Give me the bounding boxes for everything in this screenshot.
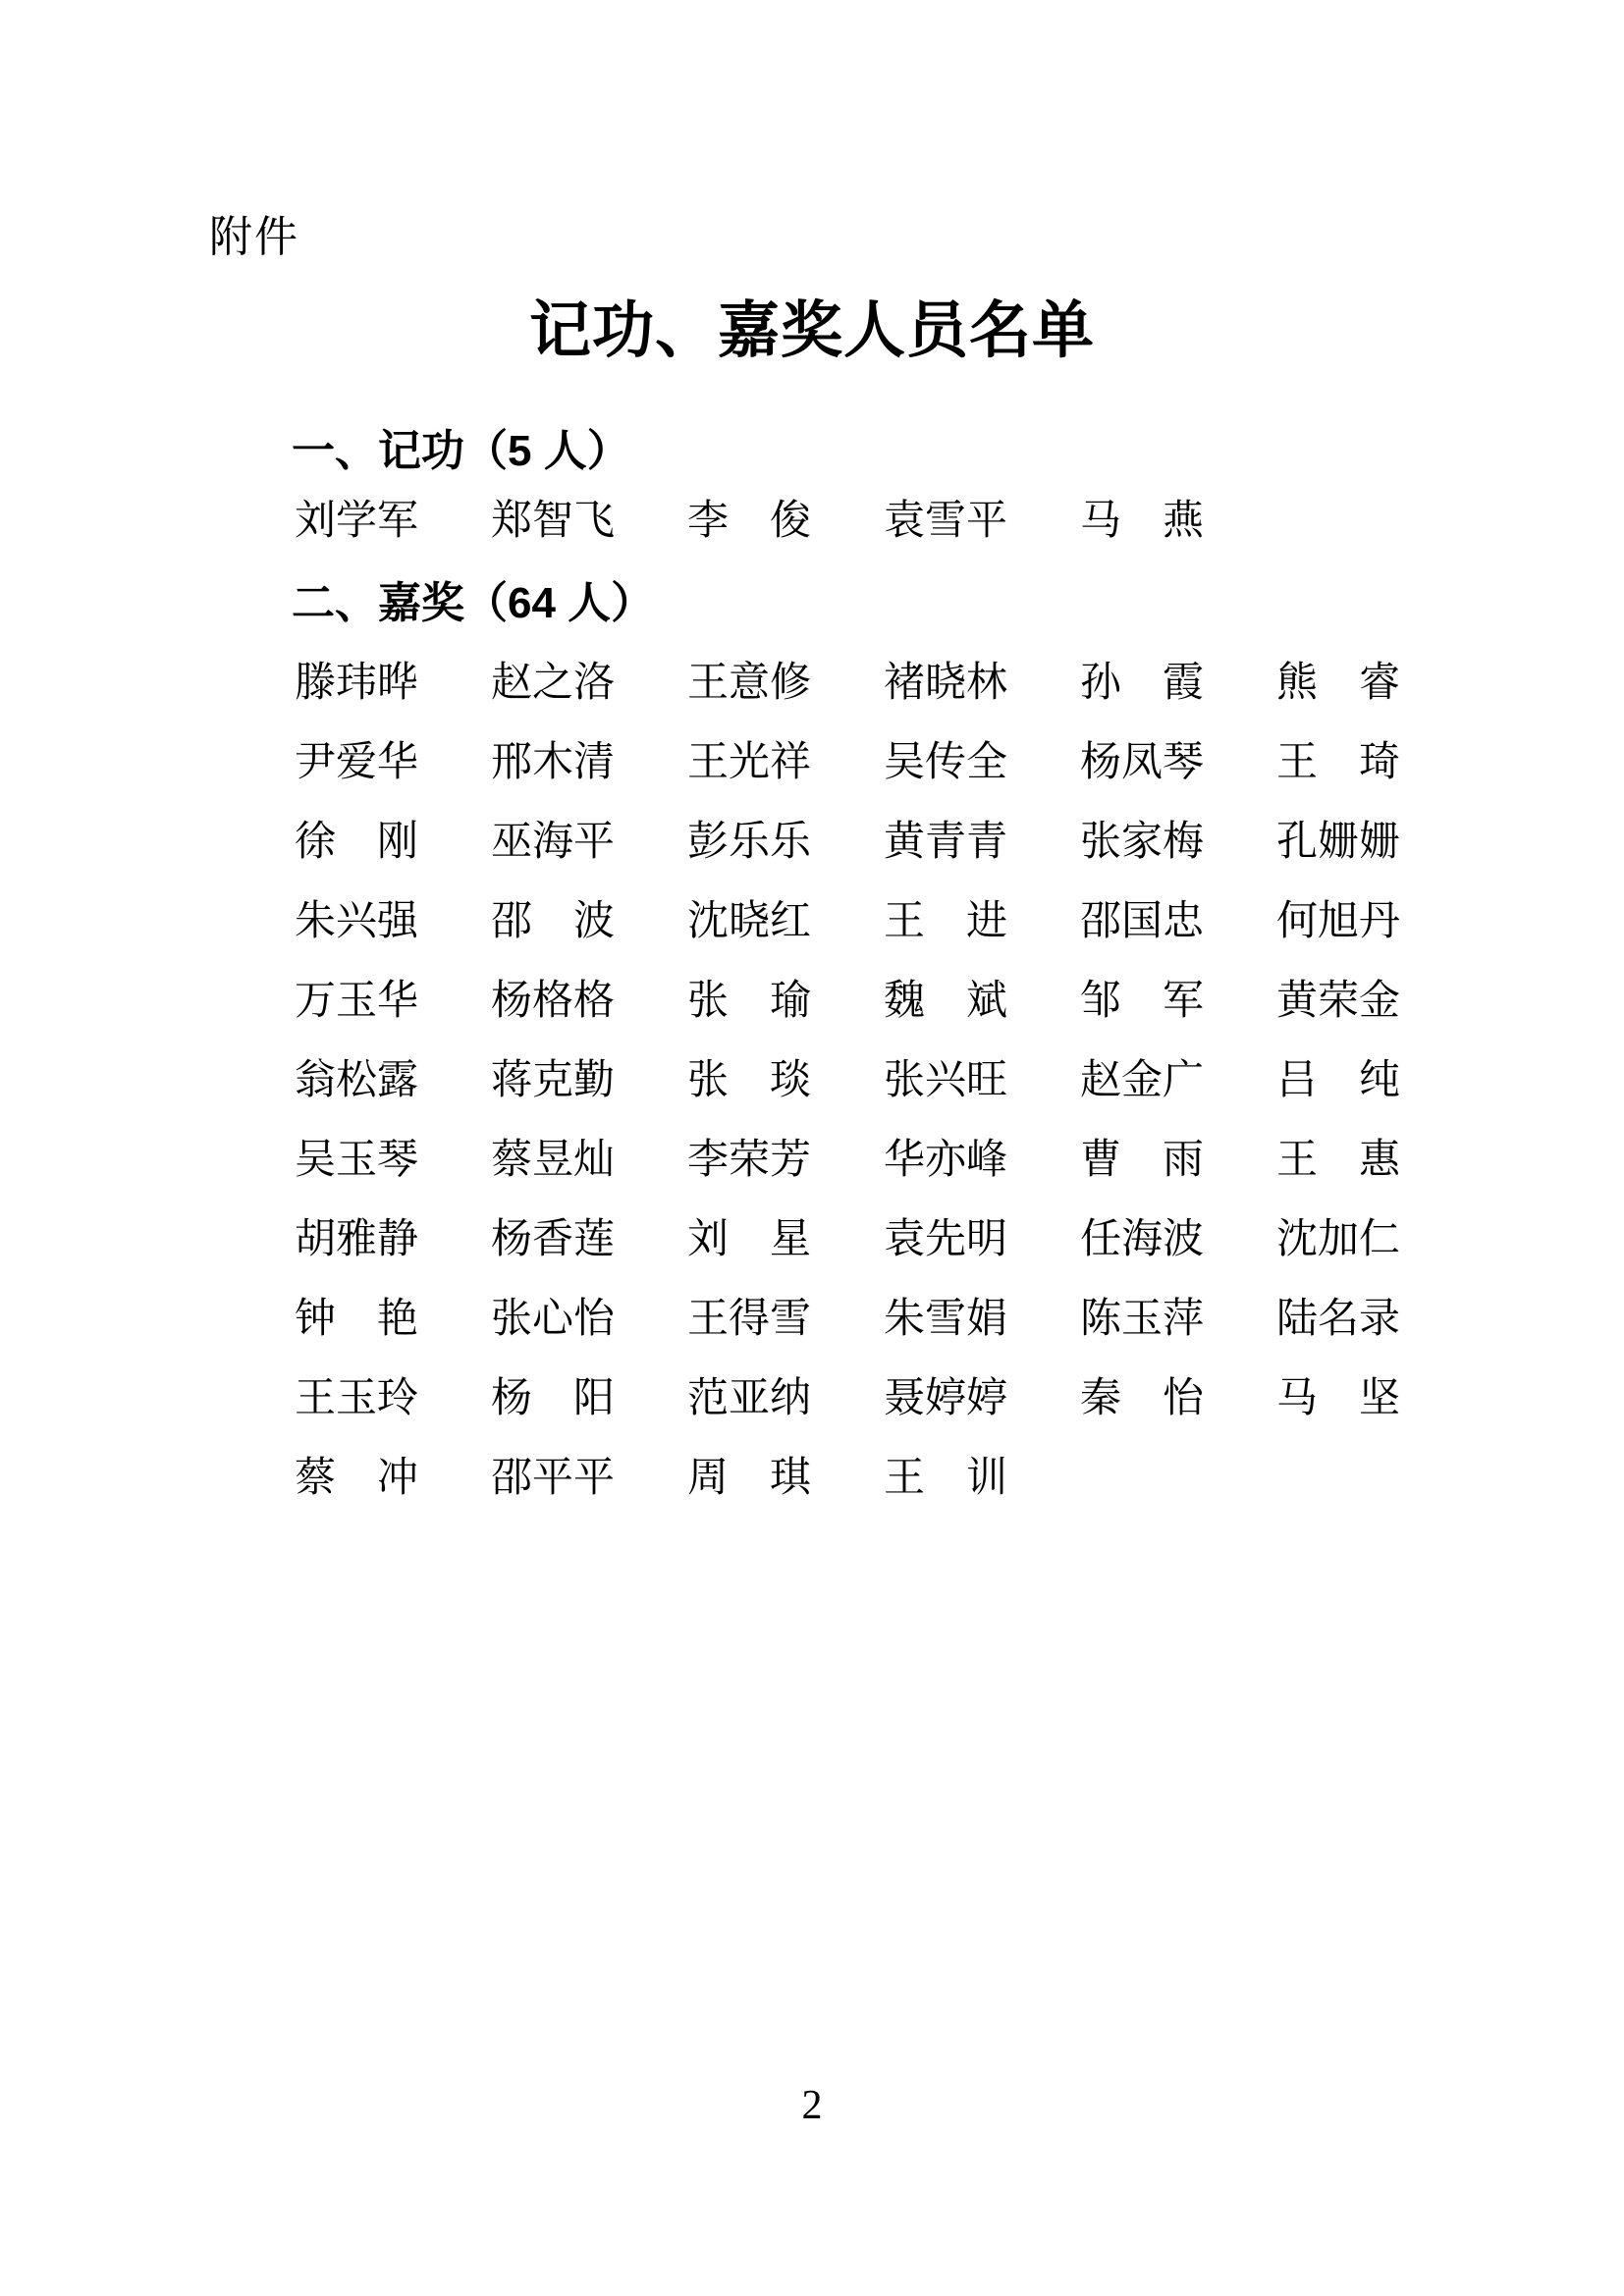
name-row <box>295 1060 1473 1101</box>
person-name: 刘学军 <box>295 499 419 544</box>
person-name: 王玉玲 <box>295 1376 419 1421</box>
person-name: 徐 刚 <box>295 820 419 865</box>
person-name: 钟 艳 <box>295 1297 419 1342</box>
person-name: 杨格格 <box>491 979 616 1024</box>
person-name: 翁松露 <box>295 1058 419 1103</box>
name-row <box>295 901 1473 942</box>
person-name: 李荣芳 <box>687 1138 812 1183</box>
person-name: 万玉华 <box>295 979 419 1024</box>
person-name: 陆名录 <box>1276 1297 1401 1342</box>
person-name: 华亦峰 <box>884 1138 1008 1183</box>
person-name: 张家梅 <box>1080 820 1205 865</box>
person-name: 秦 怡 <box>1080 1376 1205 1421</box>
person-name: 朱雪娟 <box>884 1297 1008 1342</box>
person-name: 巫海平 <box>491 820 616 865</box>
section-heading-jigong: 一、记功（5 人） <box>292 427 630 475</box>
person-name: 朱兴强 <box>295 899 419 944</box>
person-name: 蒋克勤 <box>491 1058 616 1103</box>
name-row <box>295 742 1473 783</box>
person-name: 孙 霞 <box>1080 661 1205 706</box>
person-name: 杨 阳 <box>491 1376 616 1421</box>
name-row <box>295 1299 1473 1340</box>
person-name: 邢木清 <box>491 740 616 785</box>
person-name: 杨香莲 <box>491 1217 616 1262</box>
name-row <box>295 501 1276 542</box>
person-name: 范亚纳 <box>687 1376 812 1421</box>
person-name: 马 燕 <box>1080 499 1205 544</box>
person-name: 王 进 <box>884 899 1008 944</box>
person-name: 陈玉萍 <box>1080 1297 1205 1342</box>
person-name: 黄荣金 <box>1276 979 1401 1024</box>
person-name: 胡雅静 <box>295 1217 419 1262</box>
person-name: 张兴旺 <box>884 1058 1008 1103</box>
person-name: 曹 雨 <box>1080 1138 1205 1183</box>
person-name: 熊 睿 <box>1276 661 1401 706</box>
person-name: 张心怡 <box>491 1297 616 1342</box>
person-name: 邵平平 <box>491 1456 616 1501</box>
name-row <box>295 981 1473 1022</box>
name-row <box>295 1140 1473 1181</box>
person-name: 蔡 冲 <box>295 1456 419 1501</box>
person-name: 任海波 <box>1080 1217 1205 1262</box>
person-name: 王 惠 <box>1276 1138 1401 1183</box>
name-row <box>295 1458 1080 1499</box>
person-name: 赵金广 <box>1080 1058 1205 1103</box>
page-number: 2 <box>801 2083 823 2128</box>
person-name: 刘 星 <box>687 1217 812 1262</box>
person-name: 吕 纯 <box>1276 1058 1401 1103</box>
name-row <box>295 822 1473 863</box>
person-name: 王 训 <box>884 1456 1008 1501</box>
person-name: 尹爱华 <box>295 740 419 785</box>
person-name: 袁雪平 <box>884 499 1008 544</box>
person-name: 郑智飞 <box>491 499 616 544</box>
person-name: 杨凤琴 <box>1080 740 1205 785</box>
person-name: 黄青青 <box>884 820 1008 865</box>
person-name: 彭乐乐 <box>687 820 812 865</box>
section-heading-jiajiang: 二、嘉奖（64 人） <box>292 579 655 627</box>
person-name: 周 琪 <box>687 1456 812 1501</box>
person-name: 孔姗姗 <box>1276 820 1401 865</box>
person-name: 邵 波 <box>491 899 616 944</box>
person-name: 吴传全 <box>884 740 1008 785</box>
person-name: 王 琦 <box>1276 740 1401 785</box>
person-name: 滕玮晔 <box>295 661 419 706</box>
person-name: 赵之洛 <box>491 661 616 706</box>
person-name: 张 瑜 <box>687 979 812 1024</box>
person-name: 魏 斌 <box>884 979 1008 1024</box>
person-name: 聂婷婷 <box>884 1376 1008 1421</box>
person-name: 王得雪 <box>687 1297 812 1342</box>
person-name: 袁先明 <box>884 1217 1008 1262</box>
person-name: 沈加仁 <box>1276 1217 1401 1262</box>
person-name: 张 琰 <box>687 1058 812 1103</box>
name-row <box>295 1219 1473 1260</box>
person-name: 何旭丹 <box>1276 899 1401 944</box>
person-name: 邹 军 <box>1080 979 1205 1024</box>
name-row <box>295 663 1473 704</box>
person-name: 吴玉琴 <box>295 1138 419 1183</box>
person-name: 褚晓林 <box>884 661 1008 706</box>
person-name: 马 坚 <box>1276 1376 1401 1421</box>
name-row <box>295 1378 1473 1419</box>
person-name: 王光祥 <box>687 740 812 785</box>
person-name: 沈晓红 <box>687 899 812 944</box>
attachment-label: 附件 <box>209 213 299 261</box>
person-name: 邵国忠 <box>1080 899 1205 944</box>
person-name: 蔡昱灿 <box>491 1138 616 1183</box>
person-name: 李 俊 <box>687 499 812 544</box>
person-name: 王意修 <box>687 661 812 706</box>
document-title: 记功、嘉奖人员名单 <box>529 296 1095 365</box>
